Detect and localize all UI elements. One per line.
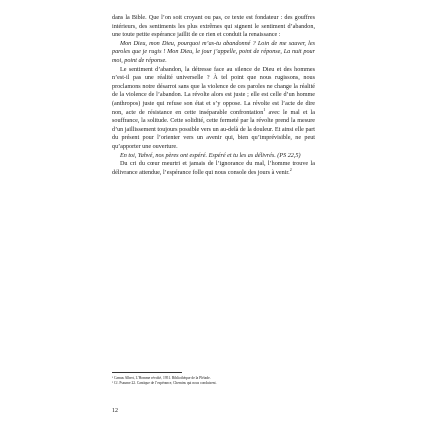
paragraph-3 [112,160,315,177]
footnote-separator [112,372,182,373]
footnote-ref-1: 1 [263,106,266,112]
footnote-1: ¹ Camus Albert, L’Homme révolté, 1951. Bibliothèque de la Pléiade. [112,376,211,380]
psalm-quote-1: Mon Dieu, mon Dieu, pourquoi m’as-tu abandonné ? Loin de me sauver, les paroles que je rugis ! Mon Dieu, le jour j’appelle, point de réponse, La nuit pour moi, point de réponse. [112,40,315,64]
body-text [112,14,315,177]
paragraph-1: dans la Bible. Que l’on soit croyant ou pas, ce texte est fondateur : des gouffres intérieurs, des sentiments les plus extrêmes qui signent le sentiment d’abandon, une toute petite espérance jaillit de ce rien et conduit la renaissance : [112,15,315,39]
psalm-quote-2: En toi, Yahvé, nos pères ont espéré. Espéré et tu les as délivrés. (PS 22,5) [120,152,301,159]
footnote-2: ² Cf. Psaume 22. Cantique de l’espérance, Chemins qui nous conduisent. [112,381,217,386]
paragraph-2 [112,66,315,152]
page-number: 12 [112,408,118,414]
footnote-ref-2: 2 [289,166,292,172]
footnotes [112,376,315,386]
paragraph-3-text: Du cri du cœur meurtri et jamais de l’ignorance du mal, l’homme trouve la délivrance attendue, l’espérance folle qui nous console des jours à venir. [112,161,315,176]
paragraph-2-continued: avec le mal et la souffrance, la solitude. Cette solidité, cette fermeté par la révolte prend la mesure d’un jaillissement toujours possible vers un au-delà de la douleur. Et ainsi elle part du présent pour l’orienter vers un avenir qui, bien qu’imprévisible, ne peut qu’apporter une ouverture. [112,109,315,150]
paragraph-2-text: Le sentiment d’abandon, la détresse face au silence de Dieu et des hommes n’est-il pas une réalité universelle ? À tel point que nous rugissons, nous proclamons notre désarroi sans que la violence de ces paroles ne change la réalité de la violence de l’abandon. La révolte alors est juste ; elle est celle d’un homme (anthropos) juste qui refuse son état et s’y oppose. La révolte est l’acte de dire non, acte de résistance en cette inséparable confrontation [112,66,315,116]
